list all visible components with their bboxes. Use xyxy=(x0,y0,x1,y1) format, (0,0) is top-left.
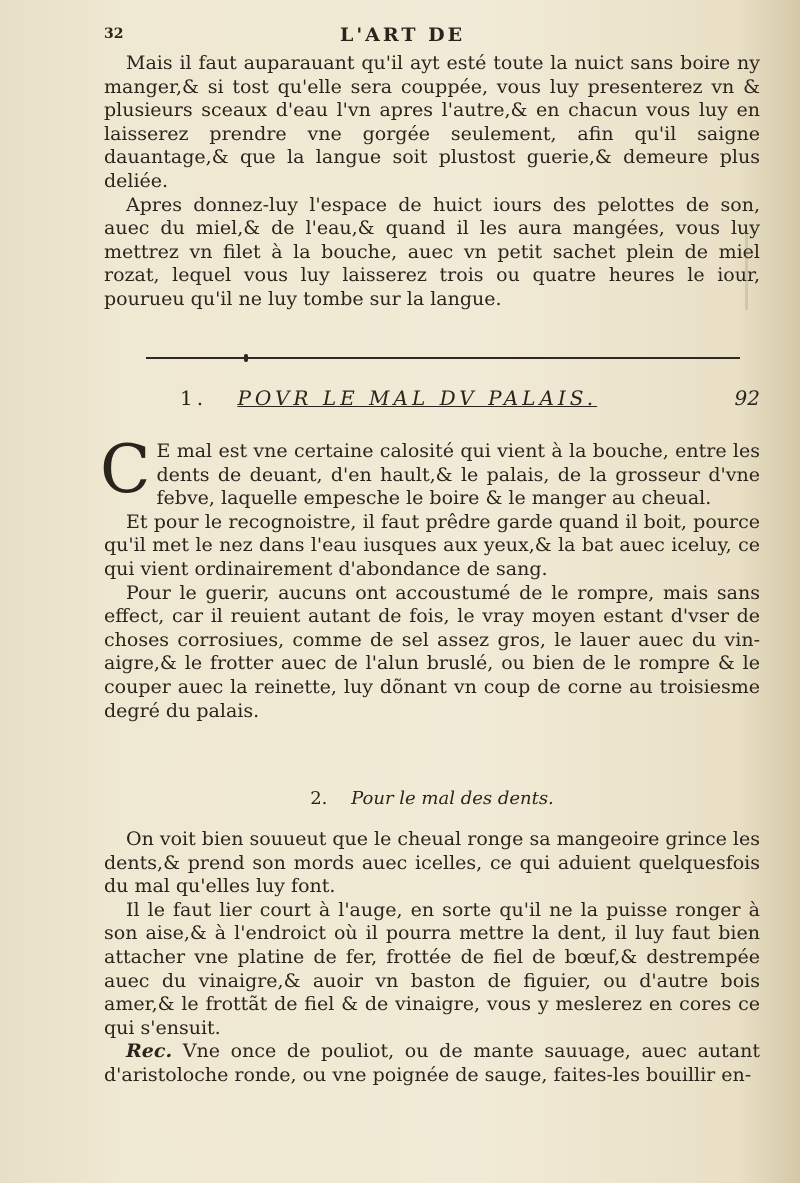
continued-text xyxy=(104,52,760,312)
section-divider xyxy=(146,357,740,359)
paragraph: Il le faut lier court à l'auge, en sorte qu'il ne la puisse ronger à son aise,& à l'endroict où il pourra mettre la dent, il luy faut bien attacher vne platine de fer, frottée de fiel de bœuf,& destrempée auec du vinaigre,& auoir vn baston de figuier, ou d'autre bois amer,& le frottãt de fiel & de vinaigre, vous y meslerez en cores ce qui s'ensuit. xyxy=(104,898,760,1039)
section-page-ref: 92 xyxy=(734,386,760,410)
recipe-label: Rec. xyxy=(126,1040,173,1063)
paragraph: Apres donnez-luy l'espace de huict iours des pelottes de son, auec du miel,& de l'eau,& quand il les aura mangées, vous luy mettrez vn filet à la bouche, auec vn petit sachet plein de miel rozat, lequel vous luy laisserez trois ou quatre heures le iour, pourueu qu'il ne luy tombe sur la langue. xyxy=(104,193,760,310)
section-body xyxy=(100,431,760,723)
page-stain xyxy=(745,230,748,310)
subsection-title: Pour le mal des dents. xyxy=(351,788,554,809)
paragraph: Mais il faut auparauant qu'il ayt esté toute la nuict sans boire ny manger,& si tost qu'elle sera couppée, vous luy presenterez vn & plusieurs sceaux d'eau l'vn apres l'autre,& en chacun vous luy en laisserez prendre vne gorgée seulement, afin qu'il saigne dauantage,& que la langue soit plustost guerie,& demeure plus deliée. xyxy=(104,52,760,192)
folio-number: 32 xyxy=(104,26,124,42)
section-title: POVR LE MAL DV PALAIS. xyxy=(237,386,598,410)
paragraph-text: Vne once de pouliot, ou de mante sauuage, auec autant d'aristoloche ronde, ou vne poignée de sauge, faites-les bouillir en- xyxy=(104,1040,760,1086)
paragraph: Pour le guerir, aucuns ont accoustumé de le rompre, mais sans effect, car il reuient autant de fois, le vray moyen estant d'vser de choses corrosiues, comme de sel assez gros, le lauer auec du vin-aigre,& le frotter auec de l'alun bruslé, ou bien de le rompre & le couper auec la reinette, luy dõnant vn coup de corne au troisiesme degré du palais. xyxy=(104,581,760,722)
drop-cap: C xyxy=(100,431,151,508)
paragraph xyxy=(100,431,760,511)
subsection-body xyxy=(104,828,760,1088)
paragraph xyxy=(104,1040,760,1087)
page-header xyxy=(104,24,760,50)
section-number: 1. xyxy=(180,386,208,410)
running-title: L'ART DE xyxy=(340,24,466,46)
subsection-number: 2. xyxy=(310,788,328,809)
section-heading xyxy=(180,386,760,410)
paragraph: Et pour le recognoistre, il faut prêdre garde quand il boit, pource qu'il met le nez dans l'eau iusques aux yeux,& la bat auec iceluy, ce qui vient ordinairement d'abondance de sang. xyxy=(104,510,760,580)
paragraph: On voit bien souueut que le cheual ronge sa mangeoire grince les dents,& prend son mords auec icelles, ce qui aduient quelquesfois du mal qu'elles luy font. xyxy=(104,828,760,898)
subsection-heading xyxy=(104,788,760,809)
paragraph-text: E mal est vne certaine calosité qui vient à la bouche, entre les dents de deuant, d'en hault,& le palais, de la grosseur d'vne febve, laquelle empesche le boire & le manger au cheual. xyxy=(156,440,760,510)
